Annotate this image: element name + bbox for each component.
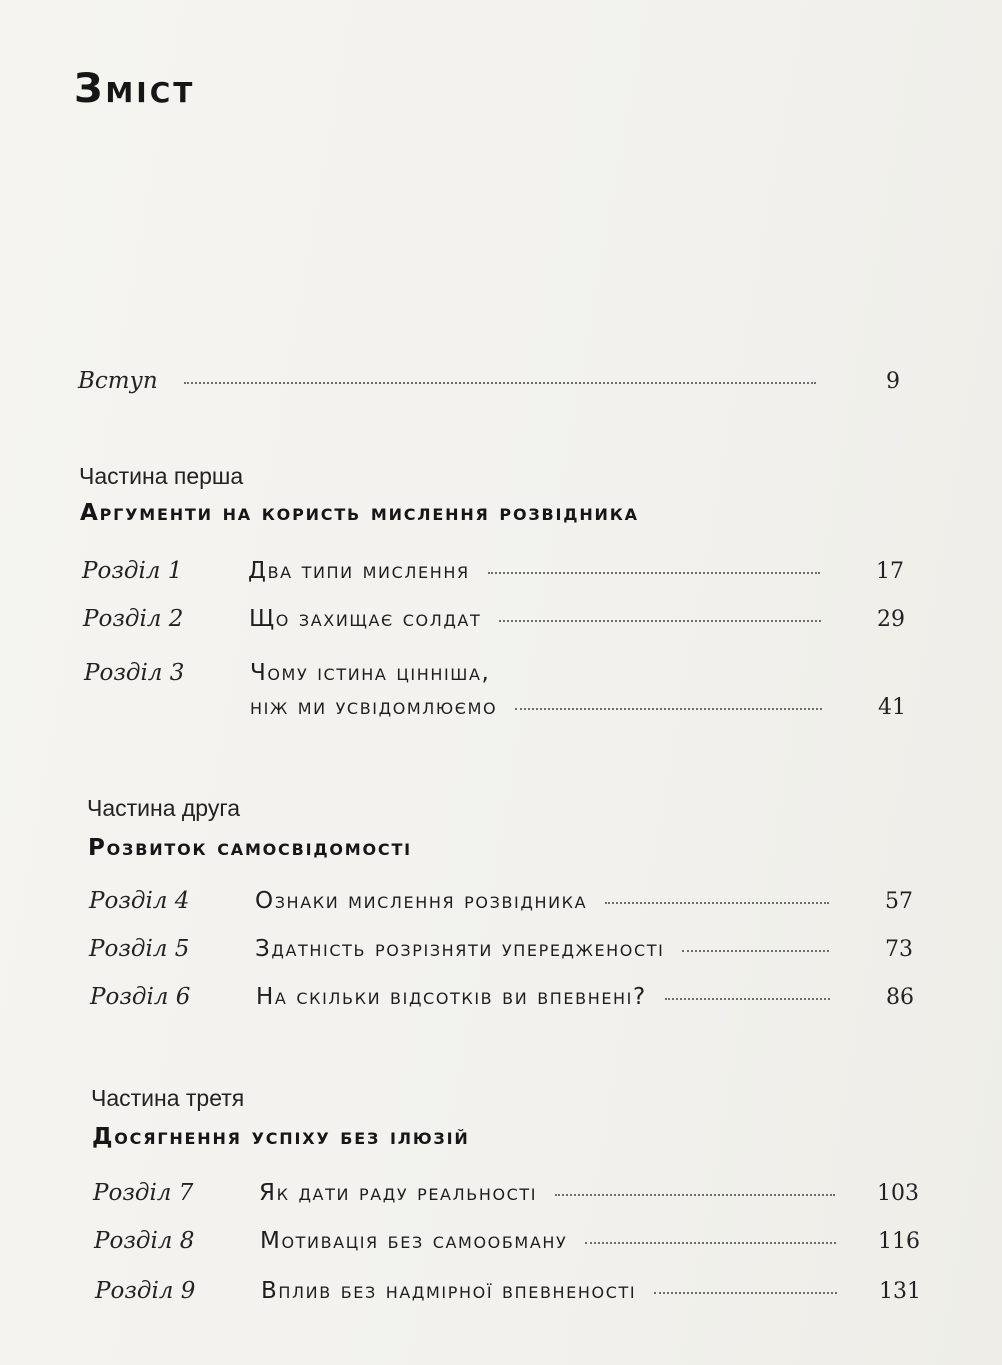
part-title: Розвиток самосвідомості — [88, 835, 412, 861]
chapter-title: Вплив без надмірної впевненості — [261, 1278, 637, 1304]
chapter-label: Розділ 4 — [89, 888, 190, 914]
chapter-title-line1: Чому істина цінніша, — [250, 660, 491, 686]
dot-leader — [605, 902, 829, 904]
toc-entry — [93, 1180, 919, 1220]
toc-entry — [83, 606, 905, 646]
part-title: Аргументи на користь мислення розвідника — [80, 500, 639, 526]
dot-leader — [682, 950, 829, 952]
chapter-label: Розділ 7 — [93, 1180, 194, 1206]
chapter-title: Здатність розрізняти упередженості — [255, 936, 665, 962]
page-title: Зміст — [74, 66, 196, 112]
chapter-title: Два типи мислення — [248, 558, 470, 584]
chapter-title: На скільки відсотків ви впевнені? — [256, 984, 647, 1010]
page-number: 17 — [876, 559, 904, 584]
page-number: 103 — [877, 1181, 919, 1206]
page-number: 116 — [878, 1229, 920, 1254]
chapter-title: ніж ми усвідомлюємо — [250, 694, 498, 720]
chapter-label: Розділ 3 — [84, 660, 185, 686]
chapter-title: Як дати раду реальності — [259, 1180, 538, 1206]
chapter-label: Розділ 8 — [94, 1228, 195, 1254]
chapter-label: Розділ 9 — [95, 1278, 196, 1304]
toc-entry-intro — [78, 368, 900, 408]
toc-entry — [90, 984, 914, 1024]
dot-leader — [665, 998, 830, 1000]
chapter-title: Ознаки мислення розвідника — [255, 888, 588, 914]
dot-leader — [515, 708, 822, 710]
dot-leader — [488, 572, 820, 574]
dot-leader — [184, 382, 816, 384]
toc-entry — [89, 888, 913, 928]
page-number: 73 — [885, 937, 913, 962]
chapter-label: Розділ 1 — [82, 558, 183, 584]
toc-entry — [94, 1228, 920, 1268]
part-label: Частина третя — [91, 1085, 245, 1111]
page-number: 86 — [886, 985, 914, 1010]
page-number: 41 — [878, 695, 906, 720]
page-number: 29 — [877, 607, 905, 632]
page-number: 9 — [886, 369, 900, 394]
dot-leader — [585, 1242, 836, 1244]
part-label: Частина перша — [79, 463, 244, 489]
chapter-label: Розділ 2 — [83, 606, 184, 632]
part-label: Частина друга — [87, 795, 241, 821]
chapter-label: Розділ 5 — [89, 936, 190, 962]
part-title: Досягнення успіху без ілюзій — [92, 1124, 470, 1150]
intro-label: Вступ — [78, 368, 158, 394]
toc-entry — [82, 558, 904, 598]
page-number: 57 — [885, 889, 913, 914]
toc-entry — [89, 936, 913, 976]
page-number: 131 — [879, 1279, 921, 1304]
dot-leader — [499, 620, 821, 622]
toc-entry-continuation — [84, 694, 906, 734]
chapter-label: Розділ 6 — [90, 984, 191, 1010]
chapter-title: Що захищає солдат — [249, 606, 482, 632]
chapter-title: Мотивація без самообману — [260, 1228, 568, 1254]
toc-entry — [95, 1278, 921, 1318]
dot-leader — [555, 1194, 835, 1196]
dot-leader — [654, 1292, 837, 1294]
